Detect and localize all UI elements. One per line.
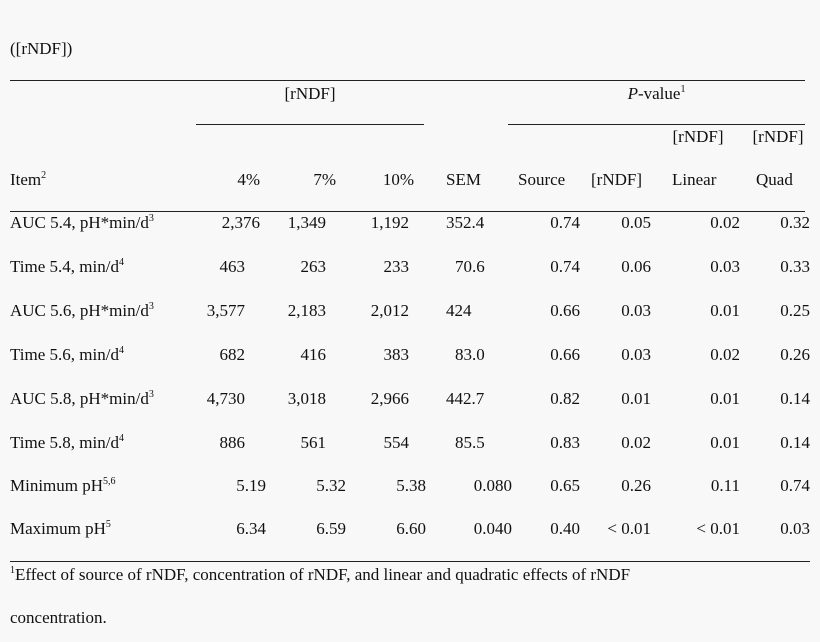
subheader-linear-rndf: [rNDF] [672, 127, 724, 146]
cell-rndf: 0.05 [621, 213, 651, 232]
cell-10pct: 233 [383, 257, 409, 276]
cell-10pct: 1,192 [370, 213, 409, 232]
pvalue-footnote-mark: 1 [680, 84, 686, 95]
cell-rndf: 0.02 [621, 433, 651, 452]
group-header-rndf: [rNDF] [284, 84, 336, 103]
column-header-rndf: [rNDF] [591, 170, 642, 189]
cell-quad: 0.26 [780, 345, 810, 364]
cell-7pct: 416 [300, 345, 326, 364]
cell-source: 0.83 [550, 433, 580, 452]
cell-source: 0.74 [550, 257, 580, 276]
cell-7pct: 1,349 [287, 213, 326, 232]
cell-sem: 0.080 [473, 476, 512, 495]
row-item: AUC 5.8, $pH*\min/d^3$ [10, 389, 154, 408]
cell-quad: 0.33 [780, 257, 810, 276]
cell-source: 0.66 [550, 301, 580, 320]
cell-sem: 352.4 [446, 213, 485, 232]
cell-4pct: 886 [219, 433, 245, 452]
bottom-rule [10, 561, 810, 562]
cell-rndf: 0.03 [621, 345, 651, 364]
pvalue-rest: -value [637, 84, 681, 103]
group-header-pvalue [508, 84, 805, 104]
cell-4pct: 682 [219, 345, 245, 364]
cell-quad: 0.14 [780, 433, 810, 452]
row-item: Maximum $pH^5$ [10, 519, 111, 538]
cell-rndf: < 0.01 [607, 519, 651, 538]
cell-linear: 0.01 [710, 389, 740, 408]
top-rule [10, 80, 805, 81]
cell-10pct: 5.38 [396, 476, 426, 495]
cell-7pct: 3,018 [287, 389, 326, 408]
cell-10pct: 2,966 [370, 389, 409, 408]
column-header-source: Source [518, 170, 566, 189]
cell-10pct: 383 [383, 345, 409, 364]
footnote-line2: concentration. [10, 608, 107, 627]
row-item: Time 5.4, $\min/d^4$ [10, 257, 124, 276]
cell-quad: 0.32 [780, 213, 810, 232]
column-header-item: Item$^2$ [10, 170, 47, 189]
cell-source: 0.65 [550, 476, 580, 495]
header-rule [10, 211, 805, 212]
subheader-quad-rndf: [rNDF] [752, 127, 804, 146]
cell-10pct: 554 [383, 433, 409, 452]
cell-sem: 442.7 [446, 389, 485, 408]
cell-linear: 0.11 [710, 476, 740, 495]
column-header-linear: Linear [672, 170, 717, 189]
cell-source: 0.74 [550, 213, 580, 232]
cell-4pct: 6.34 [236, 519, 266, 538]
cell-quad: 0.25 [780, 301, 810, 320]
cell-4pct: 4,730 [206, 389, 245, 408]
cell-7pct: 2,183 [287, 301, 326, 320]
rndf-group-rule [196, 124, 424, 125]
footnote [10, 565, 630, 585]
cell-source: 0.40 [550, 519, 580, 538]
cell-rndf: 0.03 [621, 301, 651, 320]
column-header-10pct: 10% [382, 170, 414, 189]
cell-linear: 0.03 [710, 257, 740, 276]
cell-4pct: 3,577 [206, 301, 245, 320]
cell-linear: 0.02 [710, 213, 740, 232]
column-header-4pct: 4% [237, 170, 260, 189]
cell-rndf: 0.26 [621, 476, 651, 495]
row-item: AUC 5.4, $pH*\min/d^3$ [10, 213, 154, 232]
cell-7pct: 6.59 [316, 519, 346, 538]
cell-rndf: 0.01 [621, 389, 651, 408]
cell-4pct: 5.19 [236, 476, 266, 495]
column-header-quad: Quad [756, 170, 793, 189]
row-item: Time 5.6, $\min/d^4$ [10, 345, 124, 364]
row-item: AUC 5.6, $pH*\min/d^3$ [10, 301, 154, 320]
cell-sem: 70.6 [455, 257, 485, 276]
cell-linear: < 0.01 [696, 519, 740, 538]
cell-sem: 83.0 [455, 345, 485, 364]
cell-7pct: 5.32 [316, 476, 346, 495]
row-item: Time 5.8, $\min/d^4$ [10, 433, 124, 452]
cell-sem: 424 [446, 301, 472, 320]
footnote-mark: 1 [10, 565, 15, 576]
cell-source: 0.82 [550, 389, 580, 408]
cell-linear: 0.01 [710, 433, 740, 452]
cell-sem: 0.040 [473, 519, 512, 538]
cell-quad: 0.74 [780, 476, 810, 495]
cell-linear: 0.01 [710, 301, 740, 320]
cell-4pct: 2,376 [221, 213, 260, 232]
cell-7pct: 263 [300, 257, 326, 276]
cell-10pct: 6.60 [396, 519, 426, 538]
cell-linear: 0.02 [710, 345, 740, 364]
column-header-7pct: 7% [313, 170, 336, 189]
cell-sem: 85.5 [455, 433, 485, 452]
cell-7pct: 561 [300, 433, 326, 452]
cell-source: 0.66 [550, 345, 580, 364]
pvalue-p: P [627, 84, 638, 103]
pvalue-group-rule [508, 124, 805, 125]
footnote-line1: Effect of source of rNDF, concentration of rNDF, and linear and quadratic effects of rNDF [15, 565, 631, 584]
cell-quad: 0.14 [780, 389, 810, 408]
column-header-sem: SEM [446, 170, 481, 189]
row-item: Minimum pH$^{5,6}$ [10, 476, 116, 495]
cell-rndf: 0.06 [621, 257, 651, 276]
cell-quad: 0.03 [780, 519, 810, 538]
cell-4pct: 463 [219, 257, 245, 276]
table-caption-fragment: ([rNDF]) [10, 39, 73, 58]
cell-10pct: 2,012 [370, 301, 409, 320]
